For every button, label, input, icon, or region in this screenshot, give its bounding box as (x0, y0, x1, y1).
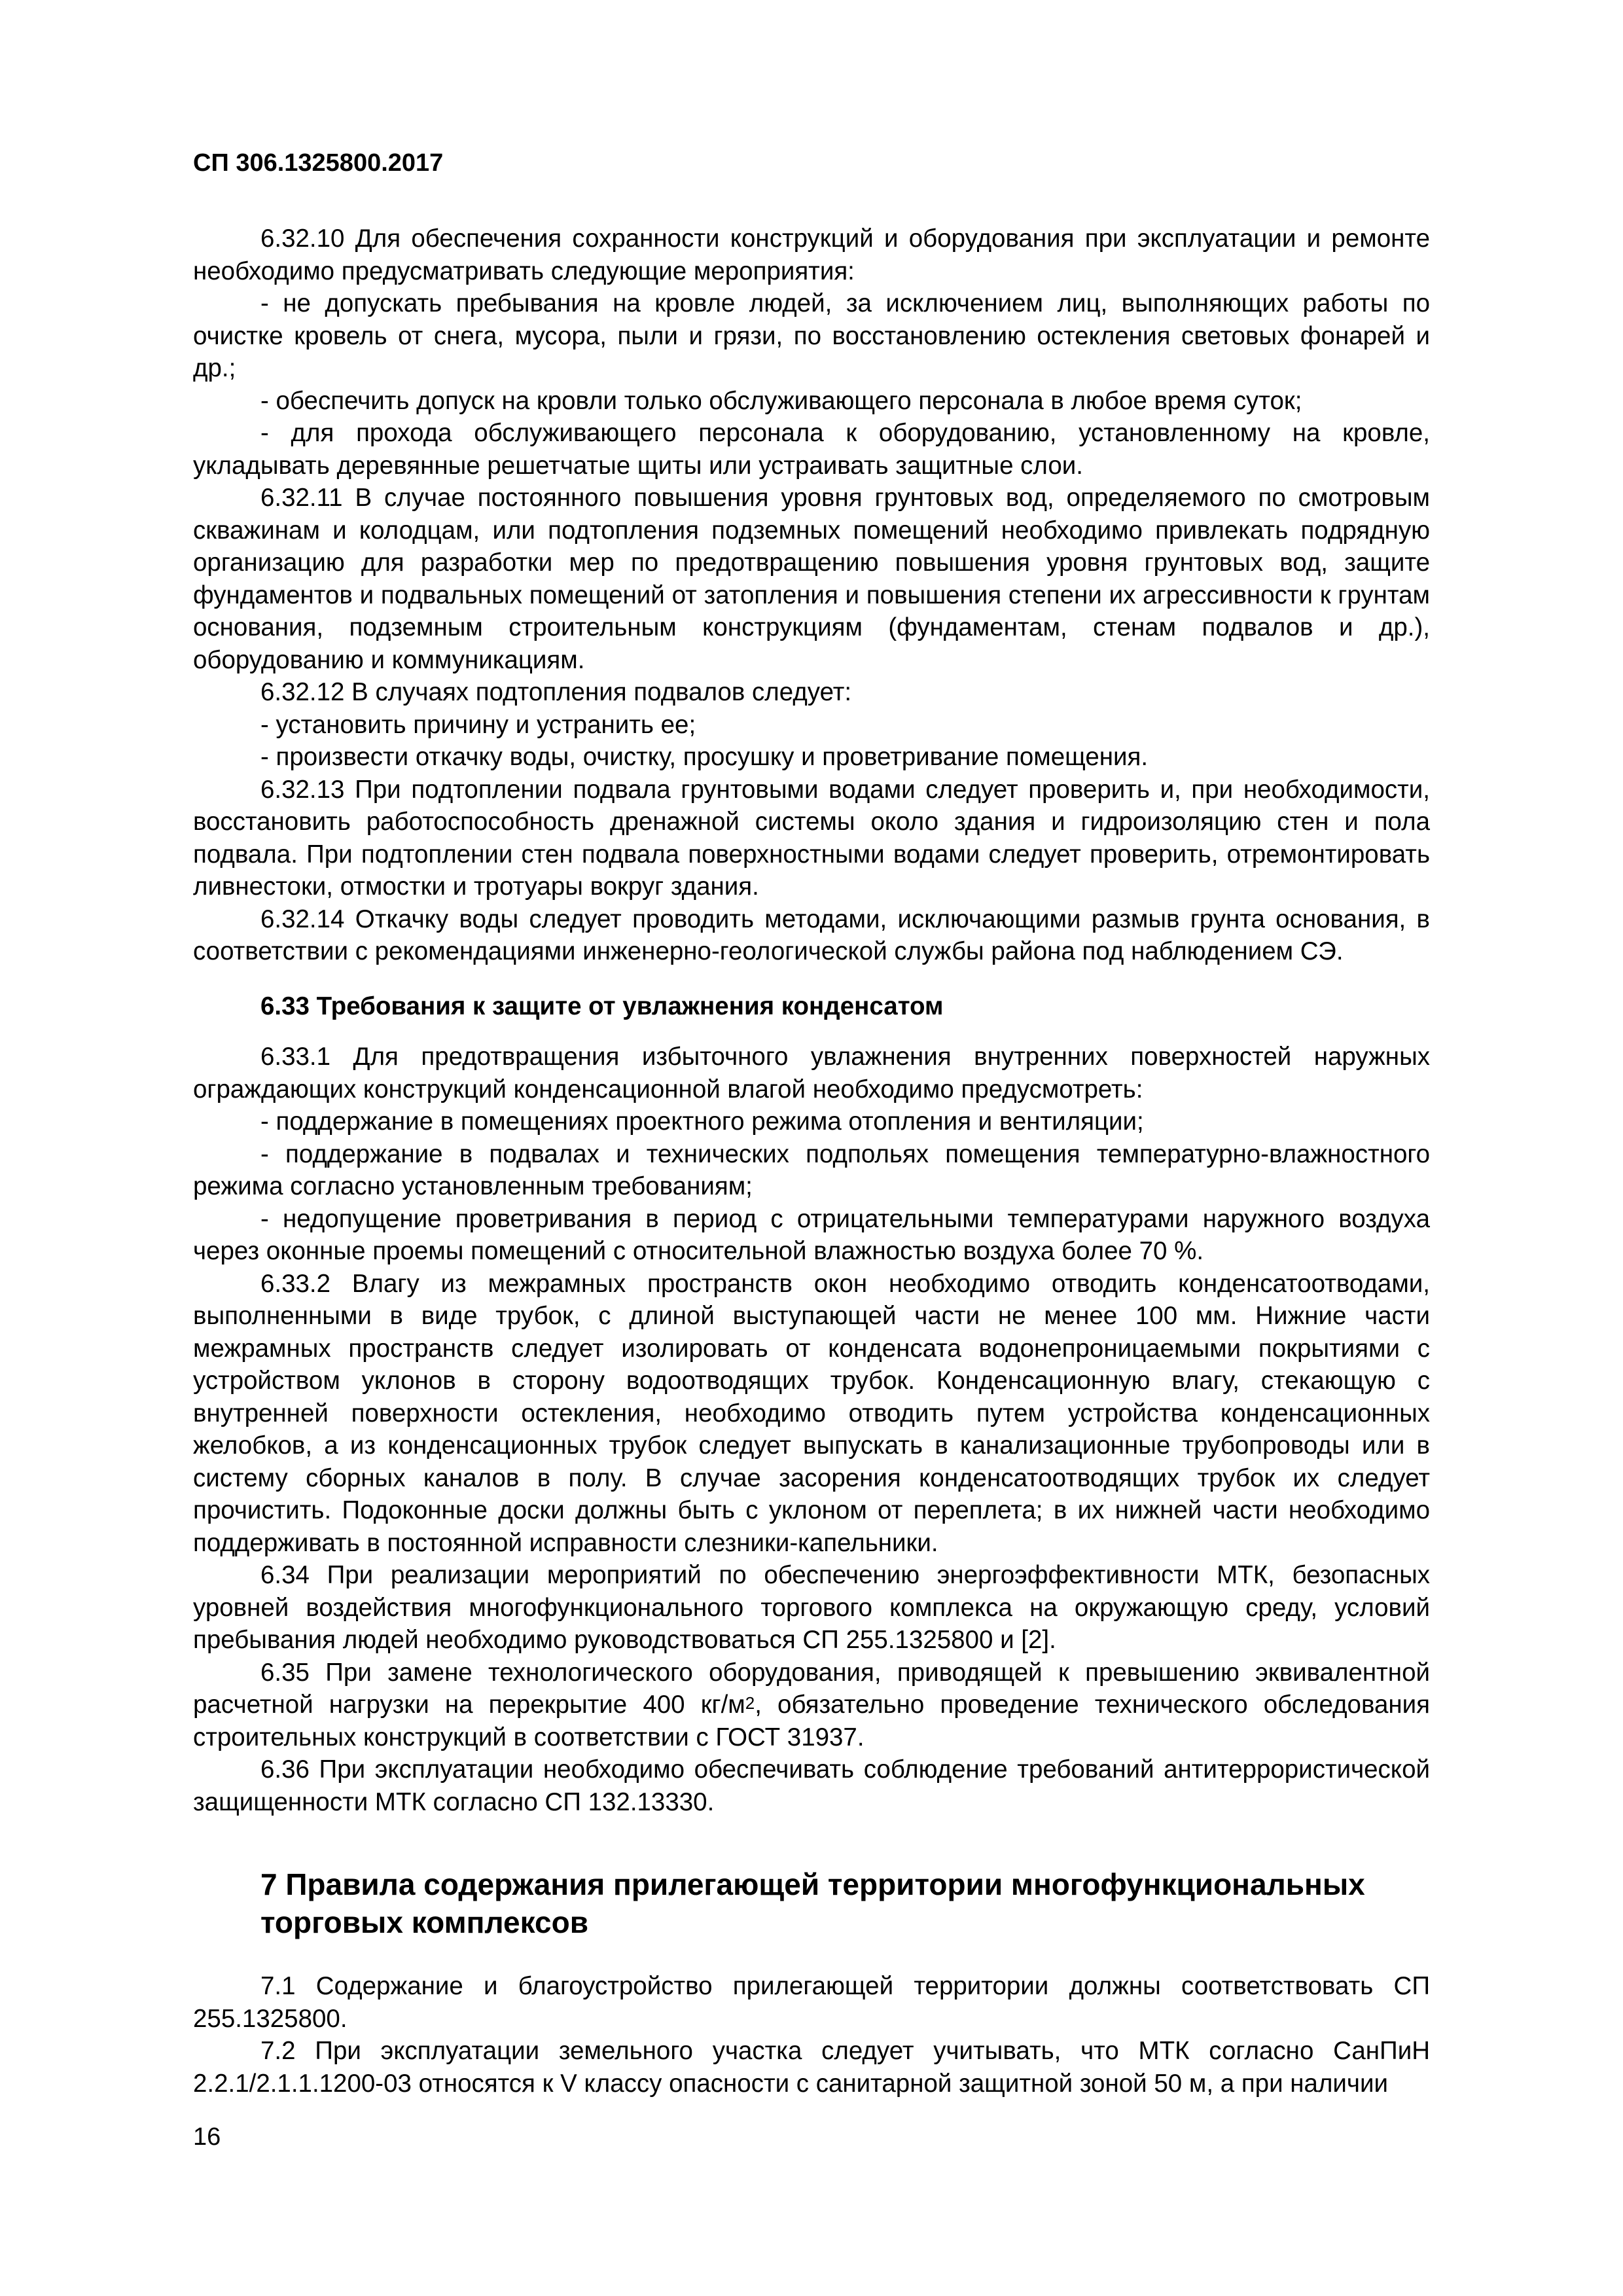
paragraph: 6.32.13 При подтоплении подвала грунтовыми водами следует проверить и, при необходимости, восстановить работоспособность дренажной системы около здания и гидроизоляцию стен и пола подвала. При подтоплении стен подвала поверхностными водами следует проверить, отремонтировать ливнестоки, отмостки и тротуары вокруг здания. (193, 775, 1430, 901)
paragraph: 6.32.10 Для обеспечения сохранности конструкций и оборудования при эксплуатации и ремонте необходимо предусматривать следующие мероприятия: (193, 224, 1430, 285)
page-number: 16 (193, 2123, 221, 2151)
paragraph: 6.34 При реализации мероприятий по обеспечению энергоэффективности МТК, безопасных уровней воздействия многофункционального торгового комплекса на окружающую среду, условий пребывания людей необходимо руководствоваться СП 255.1325800 и [2]. (193, 1561, 1430, 1654)
paragraph: 6.32.14 Откачку воды следует проводить методами, исключающими размыв грунта основания, в соответствии с рекомендациями инженерно-геологической службы района под наблюдением СЭ. (193, 905, 1430, 965)
list-item: - произвести откачку воды, очистку, просушку и проветривание помещения. (260, 743, 1149, 771)
list-item: - обеспечить допуск на кровли только обслуживающего персонала в любое время суток; (260, 386, 1302, 415)
list-item: - установить причину и устранить ее; (260, 710, 696, 739)
paragraph-text: 6.35 При замене технологического оборудования, приводящей к превышению эквивалентной расчетной нагрузки на перекрытие 400 кг/м (193, 1658, 1430, 1719)
paragraph: 6.32.12 В случаях подтопления подвалов следует: (260, 678, 852, 706)
paragraph: 6.32.11 В случае постоянного повышения уровня грунтовых вод, определяемого по смотровым скважинам и колодцам, или подтопления подземных помещений необходимо привлекать подрядную организацию для разработки мер по предотвращению повышения уровня грунтовых вод, защите фундаментов и подвальных помещений от затопления и повышения степени их агрессивности к грунтам основания, подземным строительным конструкциям (фундаментам, стенам подвалов и др.), оборудованию и коммуникациям. (193, 484, 1430, 674)
paragraph: 7.2 При эксплуатации земельного участка следует учитывать, что МТК согласно СанПиН 2.2.1/2.1.1.1200-03 относятся к V классу опасности с санитарной защитной зоной 50 м, а при наличии (193, 2037, 1430, 2098)
list-item: - для прохода обслуживающего персонала к оборудованию, установленному на кровле, укладывать деревянные решетчатые щиты или устраивать защитные слои. (193, 419, 1430, 480)
list-item: - не допускать пребывания на кровле людей, за исключением лиц, выполняющих работы по очистке кровель от снега, мусора, пыли и грязи, по восстановлению остекления световых фонарей и др.; (193, 289, 1430, 382)
section-subheading: 6.33 Требования к защите от увлажнения конденсатом (260, 992, 944, 1020)
paragraph: 6.33.1 Для предотвращения избыточного увлажнения внутренних поверхностей наружных ограждающих конструкций конденсационной влагой необходимо предусмотреть: (193, 1043, 1430, 1103)
paragraph-text: , обязательно проведение технического обследования строительных конструкций в соответствии с ГОСТ 31937. (193, 1691, 1431, 1751)
list-item: - поддержание в помещениях проектного режима отопления и вентиляции; (260, 1107, 1144, 1136)
superscript: 2 (745, 1693, 755, 1713)
list-item: - недопущение проветривания в период с отрицательными температурами наружного воздуха через оконные проемы помещений с относительной влажностью воздуха более 70 %. (193, 1204, 1430, 1265)
document-code-header: СП 306.1325800.2017 (193, 149, 444, 177)
paragraph (193, 1657, 1430, 1754)
paragraph: 6.36 При эксплуатации необходимо обеспечивать соблюдение требований антитеррористической защищенности МТК согласно СП 132.13330. (193, 1755, 1430, 1816)
paragraph: 7.1 Содержание и благоустройство прилегающей территории должны соответствовать СП 255.1325800. (193, 1972, 1430, 2033)
list-item: - поддержание в подвалах и технических подпольях помещения температурно-влажностного режима согласно установленным требованиям; (193, 1139, 1430, 1200)
paragraph: 6.33.2 Влагу из межрамных пространств окон необходимо отводить конденсатоотводами, выполненными в виде трубок, с длиной выступающей части не менее 100 мм. Нижние части межрамных пространств следует изолировать от конденсата водонепроницаемыми покрытиями с устройством уклонов в сторону водоотводящих трубок. Конденсационную влагу, стекающую с внутренней поверхности остекления, необходимо отводить путем устройства конденсационных желобков, а из конденсационных трубок следует выпускать в канализационные трубопроводы или в систему сборных каналов в полу. В случае засорения конденсатоотводящих трубок их следует прочистить. Подоконные доски должны быть с уклоном от переплета; в их нижней части необходимо поддерживать в постоянной исправности слезники-капельники. (193, 1269, 1430, 1557)
document-body (193, 223, 1430, 2100)
chapter-heading: 7 Правила содержания прилегающей территории многофункциональных торговых комплексов (260, 1867, 1365, 1939)
